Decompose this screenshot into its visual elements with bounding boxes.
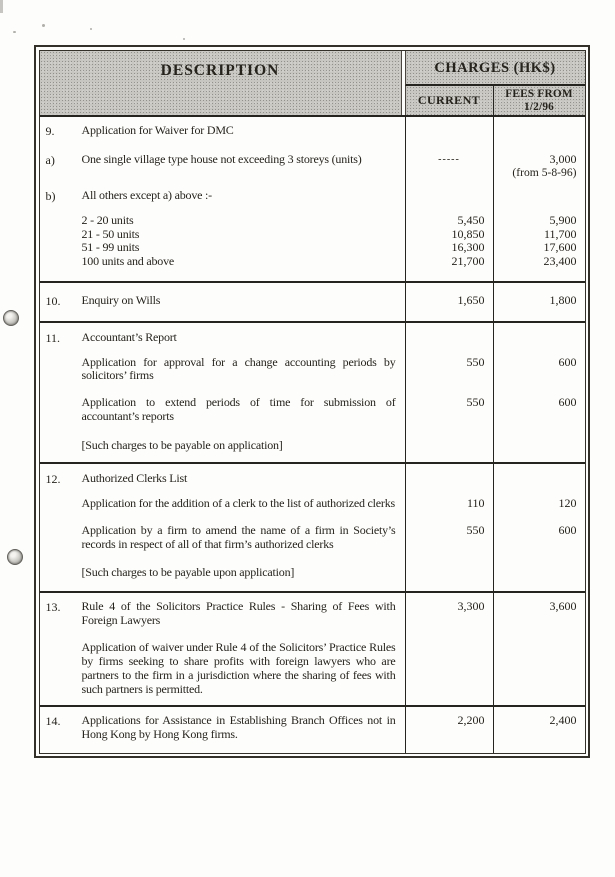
fees-value: 1,800 [493,283,585,321]
current-value: 2,200 [405,707,493,752]
description-text: All others except a) above :- [81,187,212,202]
unit-range: 51 - 99 units [81,240,140,255]
header-current: CURRENT [405,86,493,115]
fees-value [493,464,585,487]
fees-value: 120 [493,487,585,511]
current-value: 550 [405,383,493,423]
current-value: 3,300 [405,593,493,627]
table-row [40,591,585,705]
payable-note: [Such charges to be payable upon application] [81,565,295,580]
table-row [40,321,585,463]
fees-value: 2,400 [493,707,585,752]
current-value: ----- [405,139,493,180]
header-charges-group [405,51,585,115]
row-item [40,424,585,463]
table-header [40,51,585,117]
payable-note: [Such charges to be payable on application] [81,437,283,452]
current-value [405,627,493,705]
table-row [40,705,585,752]
current-value: 1,650 [405,283,493,321]
unit-range: 100 units and above [81,254,175,269]
description-text: Rule 4 of the Solicitors Practice Rules - Sharing of Fees with Foreign Lawyers [81,599,396,627]
row-number: 11. [45,330,61,345]
description-text: Application for the addition of a clerk to the list of authorized clerks [81,496,395,511]
item-label: a) [45,152,55,167]
binder-hole-bottom [7,549,23,565]
header-description: DESCRIPTION [40,51,402,115]
row-item [40,707,585,752]
table-row [40,117,585,281]
current-value [405,180,493,204]
current-value [405,323,493,346]
row-item [40,627,585,705]
scan-edge-smudge [0,0,3,13]
row-number: 10. [45,293,61,308]
row-item [40,383,585,423]
fees-value: 3,600 [493,593,585,627]
current-value: 550 [405,511,493,551]
current-value [405,551,493,591]
fees-value: 5,900 [549,212,577,227]
current-value: 550 [405,346,493,383]
description-text: Enquiry on Wills [81,292,161,307]
row-item [40,487,585,511]
row-item-unit-list [40,204,585,281]
fees-value [493,627,585,705]
current-value [405,464,493,487]
charges-table [34,45,590,758]
row-number: 9. [45,123,55,138]
fees-value: 17,600 [543,240,577,255]
fees-value [493,323,585,346]
fees-value: 23,400 [543,254,577,269]
description-text: Application by a firm to amend the name of a firm in Society’s records in respect of all of that firm’s authorized clerks [81,522,396,551]
current-value: 16,300 [451,240,485,255]
current-value [405,424,493,463]
row-item [40,323,585,346]
row-item [40,139,585,180]
fees-note: (from 5-8-96) [512,166,577,180]
fees-value: 600 [493,346,585,383]
current-value-list [405,204,493,281]
description-text: Accountant’s Report [81,329,177,344]
row-number: 12. [45,472,61,487]
current-value [405,117,493,139]
description-text: Application of waiver under Rule 4 of the Solicitors’ Practice Rules by firms seeking to share profits with foreign lawyers who are partners to the firm in a jurisdiction where the sharing of fees with such partners is permitted. [81,640,396,696]
unit-range-list [82,214,396,269]
fees-value [493,424,585,463]
row-number: 13. [45,600,61,615]
current-value: 110 [405,487,493,511]
fees-value-list [493,204,585,281]
fees-value: 11,700 [543,226,577,241]
row-item [40,346,585,383]
scan-speck [13,31,16,33]
description-text: Application to extend periods of time for submission of accountant’s reports [81,395,396,423]
header-charges: CHARGES (HK$) [405,51,585,86]
fees-value: 600 [493,511,585,551]
description-text: Application for Waiver for DMC [81,122,234,137]
description-text: Applications for Assistance in Establishing Branch Offices not in Hong Kong by Hong Kong firms. [81,713,396,741]
current-value: 21,700 [451,254,485,269]
row-number: 14. [45,714,61,729]
row-item [40,180,585,204]
description-text: Application for approval for a change accounting periods by solicitors’ firms [81,354,396,383]
item-label: b) [45,188,56,203]
table-row [40,462,585,591]
scan-speck [90,28,92,30]
unit-range: 21 - 50 units [81,226,140,241]
unit-range: 2 - 20 units [81,212,134,227]
fees-value [493,180,585,204]
description-text: Authorized Clerks List [81,471,188,486]
row-item [40,511,585,551]
current-value: 5,450 [457,212,485,227]
fees-value [493,117,585,139]
fees-value: 600 [493,383,585,423]
fees-value: 3,000 (from 5-8-96) [493,139,585,180]
fees-value [493,551,585,591]
row-item [40,117,585,139]
row-item [40,283,585,321]
row-item [40,551,585,591]
row-item [40,593,585,627]
current-value: 10,850 [451,226,485,241]
description-text: One single village type house not exceeding 3 storeys (units) [81,151,362,166]
binder-hole-top [3,310,19,326]
row-item [40,464,585,487]
scan-speck [183,38,185,40]
table-row [40,281,585,321]
header-fees-from: FEES FROM 1/2/96 [493,86,585,115]
scan-speck [42,24,45,27]
